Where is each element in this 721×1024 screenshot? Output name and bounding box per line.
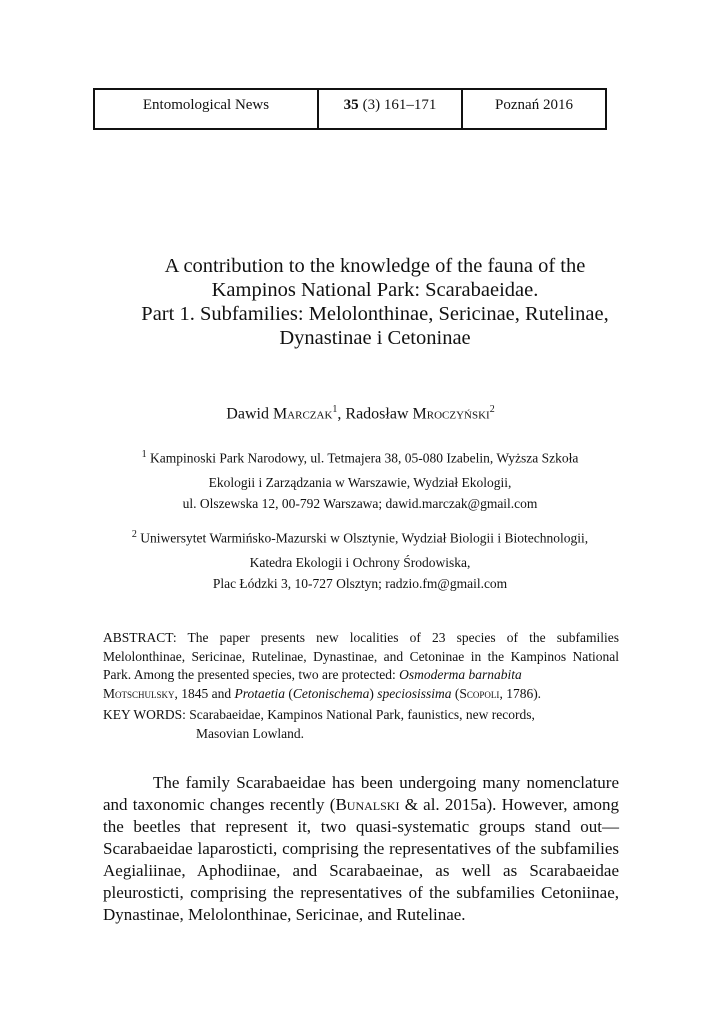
affiliation-text: Uniwersytet Warmińsko-Mazurski w Olsztynie, Wydział Biologii i Biotechnologii, [136,530,589,546]
species-subgenus: Cetonischema [292,685,370,701]
title-line: Kampinos National Park: Scarabaeidae. [211,279,539,301]
place-year: Poznań 2016 [495,97,573,113]
title-line: Dynastinae i Cetoninae [279,327,471,349]
affiliation-line: Katedra Ekologii i Ochrony Środowiska, [249,554,471,570]
citation-author: unalski [346,795,400,814]
species-genus: Protaetia [234,685,286,701]
affiliation-line [90,444,630,469]
author1-first-name: Dawid [226,405,273,423]
affiliation-marker: 2 [131,529,137,540]
authority-initial: M [103,685,116,701]
body-text [103,772,619,926]
author-separator: , [337,405,346,423]
issue-pages: (3) 161–171 [362,97,437,113]
authority-name: otschulsky [115,685,175,701]
affiliation-line [90,524,630,549]
authority-name: copoli [466,685,500,701]
keywords [103,706,619,743]
punctuation: ( [451,685,460,701]
authority-year: , 1786). [499,685,542,701]
paragraph-text: The family Scarabaeidae has been undergoing many nomenclature and taxonomic changes recently ( [103,773,619,814]
affiliation-2 [90,524,630,594]
author1-last-name: arczak [287,405,333,423]
body-paragraph [103,772,619,926]
punctuation: ( [285,685,293,701]
volume-cell [319,90,463,128]
journal-header-table [93,88,607,130]
author2-last-name: roczyński [426,405,490,423]
species-name: Osmoderma barnabita [399,667,522,682]
affiliation-line: ul. Olszewska 12, 00-792 Warszawa; dawid.marczak@gmail.com [182,495,538,511]
author2-affil-marker: 2 [489,404,495,415]
volume-number: 35 [343,97,359,113]
keywords-line: Masovian Lowland. [196,725,304,741]
author1-affil-marker: 1 [332,404,338,415]
author-list [0,404,721,423]
affiliation-text: Kampinoski Park Narodowy, ul. Tetmajera 38, 05-080 Izabelin, Wyższa Szkoła [146,450,579,466]
keywords-line: KEY WORDS: Scarabaeidae, Kampinos National Park, faunistics, new records, [103,707,535,722]
affiliation-line: Plac Łódzki 3, 10-727 Olsztyn; radzio.fm@gmail.com [212,575,508,591]
punctuation: ) [369,685,378,701]
author2-last-initial: M [412,405,427,423]
title-line: Part 1. Subfamilies: Melolonthinae, Sericinae, Rutelinae, [141,303,609,325]
author1-last-initial: M [272,405,288,423]
title-line: A contribution to the knowledge of the fauna of the [164,255,586,277]
abstract [103,629,619,703]
place-year-cell [463,90,605,128]
article-title [80,254,670,350]
citation-initial: B [335,795,347,814]
species-epithet: speciosissima [377,685,452,701]
journal-name-cell [95,90,319,128]
author2-first-name: Radosław [345,405,413,423]
journal-name: Entomological News [142,97,270,113]
affiliation-1 [90,444,630,514]
paragraph-text: & al. 2015a). However, among the beetles that represent it, two quasi-systematic groups stand out—Scarabaeidae laparosticti, comprising the representatives of the subfamilies Aegialiinae, Aphodiinae, and Scarabaeinae, as well as Scarabaeidae pleurosticti, comprising the representatives of the subfamilies Cetoniinae, Dynastinae, Melolonthinae, Sericinae, and Rutelinae. [103,795,620,924]
affiliation-line: Ekologii i Zarządzania w Warszawie, Wydział Ekologii, [208,474,512,490]
authority-year: , 1845 and [174,685,235,701]
abstract-text: ABSTRACT: The paper presents new localities of 23 species of the subfamilies Melolonthinae, Sericinae, Rutelinae, Dynastinae, and Cetoninae in the Kampinos National Park. Among the presented species, two are protected: [103,630,619,682]
affiliation-marker: 1 [141,449,147,460]
authority-initial: S [459,685,467,701]
